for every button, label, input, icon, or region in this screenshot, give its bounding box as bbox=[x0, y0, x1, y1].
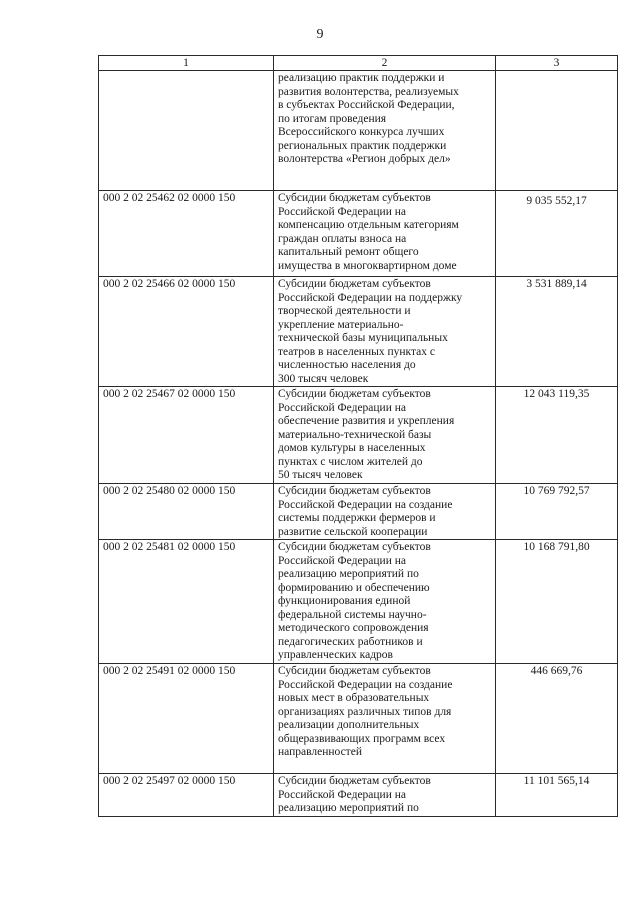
description-line: укрепление материально- bbox=[278, 318, 404, 331]
description-line: Российской Федерации на создание bbox=[278, 678, 453, 691]
column-header-2: 2 bbox=[274, 56, 496, 71]
description-line: федеральной системы научно- bbox=[278, 608, 427, 621]
description-line: Субсидии бюджетам субъектов bbox=[278, 388, 431, 400]
amount-cell: 11 101 565,14 bbox=[496, 774, 618, 817]
table-row bbox=[99, 774, 618, 817]
amount-cell: 12 043 119,35 bbox=[496, 387, 618, 484]
amount-cell: 3 531 889,14 bbox=[496, 277, 618, 387]
description-line: реализацию мероприятий по bbox=[278, 802, 419, 814]
description-line: компенсацию отдельным категориям bbox=[278, 219, 459, 231]
description-line: реализации дополнительных bbox=[278, 719, 420, 731]
table-row-continuation bbox=[99, 71, 618, 191]
description-cell bbox=[274, 484, 496, 540]
description-line: направленностей bbox=[278, 746, 362, 758]
description-line: Субсидии бюджетам субъектов bbox=[278, 485, 431, 497]
description-cell bbox=[274, 387, 496, 484]
table-row bbox=[99, 191, 618, 277]
code-cell: 000 2 02 25462 02 0000 150 bbox=[99, 191, 274, 277]
description-line: материально-технической базы bbox=[278, 428, 432, 441]
description-cell bbox=[274, 664, 496, 774]
description-cell bbox=[274, 774, 496, 817]
amount-cell bbox=[496, 71, 618, 191]
description-line: региональных практик поддержки bbox=[278, 139, 447, 152]
code-cell: 000 2 02 25481 02 0000 150 bbox=[99, 540, 274, 664]
description-line: Субсидии бюджетам субъектов bbox=[278, 665, 431, 677]
description-line: 300 тысяч человек bbox=[278, 372, 369, 385]
table-row bbox=[99, 484, 618, 540]
description-line: Субсидии бюджетам субъектов bbox=[278, 775, 431, 787]
page-number: 9 bbox=[316, 27, 324, 42]
description-line: театров в населенных пунктах с bbox=[278, 345, 435, 358]
code-cell: 000 2 02 25491 02 0000 150 bbox=[99, 664, 274, 774]
description-line: пунктах с числом жителей до bbox=[278, 455, 423, 468]
budget-revenue-table bbox=[98, 55, 618, 817]
code-cell bbox=[99, 71, 274, 191]
description-line: функционирования единой bbox=[278, 595, 411, 607]
description-line: Российской Федерации на bbox=[278, 788, 406, 801]
description-line: управленческих кадров bbox=[278, 649, 393, 661]
description-line: Субсидии бюджетам субъектов bbox=[278, 541, 431, 553]
table-row bbox=[99, 387, 618, 484]
description-line: Российской Федерации на bbox=[278, 554, 406, 567]
description-line: капитальный ремонт общего bbox=[278, 246, 419, 258]
column-header-3: 3 bbox=[496, 56, 618, 71]
amount-cell: 10 168 791,80 bbox=[496, 540, 618, 664]
description-line: Российской Федерации на bbox=[278, 205, 406, 218]
description-cell bbox=[274, 540, 496, 664]
description-cell bbox=[274, 277, 496, 387]
column-header-1: 1 bbox=[99, 56, 274, 71]
code-cell: 000 2 02 25480 02 0000 150 bbox=[99, 484, 274, 540]
description-line: системы поддержки фермеров и bbox=[278, 512, 436, 524]
description-line: Субсидии бюджетам субъектов bbox=[278, 278, 431, 290]
description-line: реализацию мероприятий по bbox=[278, 568, 419, 580]
description-line: домов культуры в населенных bbox=[278, 442, 426, 454]
description-line: творческой деятельности и bbox=[278, 305, 411, 317]
description-line: технической базы муниципальных bbox=[278, 332, 448, 344]
description-line: Российской Федерации на создание bbox=[278, 498, 453, 511]
amount-cell: 446 669,76 bbox=[496, 664, 618, 774]
code-cell: 000 2 02 25467 02 0000 150 bbox=[99, 387, 274, 484]
table-row bbox=[99, 664, 618, 774]
description-line: педагогических работников и bbox=[278, 635, 423, 648]
description-line: в субъектах Российской Федерации, bbox=[278, 99, 455, 111]
description-line: Российской Федерации на bbox=[278, 401, 406, 414]
code-cell: 000 2 02 25497 02 0000 150 bbox=[99, 774, 274, 817]
description-line: граждан оплаты взноса на bbox=[278, 232, 407, 245]
amount-cell: 10 769 792,57 bbox=[496, 484, 618, 540]
code-cell: 000 2 02 25466 02 0000 150 bbox=[99, 277, 274, 387]
description-line: новых мест в образовательных bbox=[278, 692, 430, 704]
description-line: методического сопровождения bbox=[278, 622, 429, 634]
table-header-row bbox=[99, 56, 618, 71]
description-line: имущества в многоквартирном доме bbox=[278, 259, 457, 272]
description-line: волонтерства «Регион добрых дел» bbox=[278, 153, 451, 165]
description-line: обеспечение развития и укрепления bbox=[278, 415, 455, 427]
description-line: организациях различных типов для bbox=[278, 705, 452, 718]
description-line: Субсидии бюджетам субъектов bbox=[278, 192, 431, 204]
description-line: формированию и обеспечению bbox=[278, 581, 430, 594]
table-row bbox=[99, 277, 618, 387]
description-line: численностью населения до bbox=[278, 359, 416, 371]
description-line: общеразвивающих программ всех bbox=[278, 732, 446, 745]
table-row bbox=[99, 540, 618, 664]
amount-cell: 9 035 552,17 bbox=[496, 191, 618, 277]
description-line: Всероссийского конкурса лучших bbox=[278, 126, 445, 138]
description-line: развитие сельской кооперации bbox=[278, 525, 428, 538]
description-line: развития волонтерства, реализуемых bbox=[278, 85, 459, 98]
description-line: Российской Федерации на поддержку bbox=[278, 291, 463, 304]
description-line: 50 тысяч человек bbox=[278, 469, 363, 481]
description-cell bbox=[274, 71, 496, 191]
description-cell bbox=[274, 191, 496, 277]
description-line: по итогам проведения bbox=[278, 112, 387, 125]
description-line: реализацию практик поддержки и bbox=[278, 72, 445, 84]
